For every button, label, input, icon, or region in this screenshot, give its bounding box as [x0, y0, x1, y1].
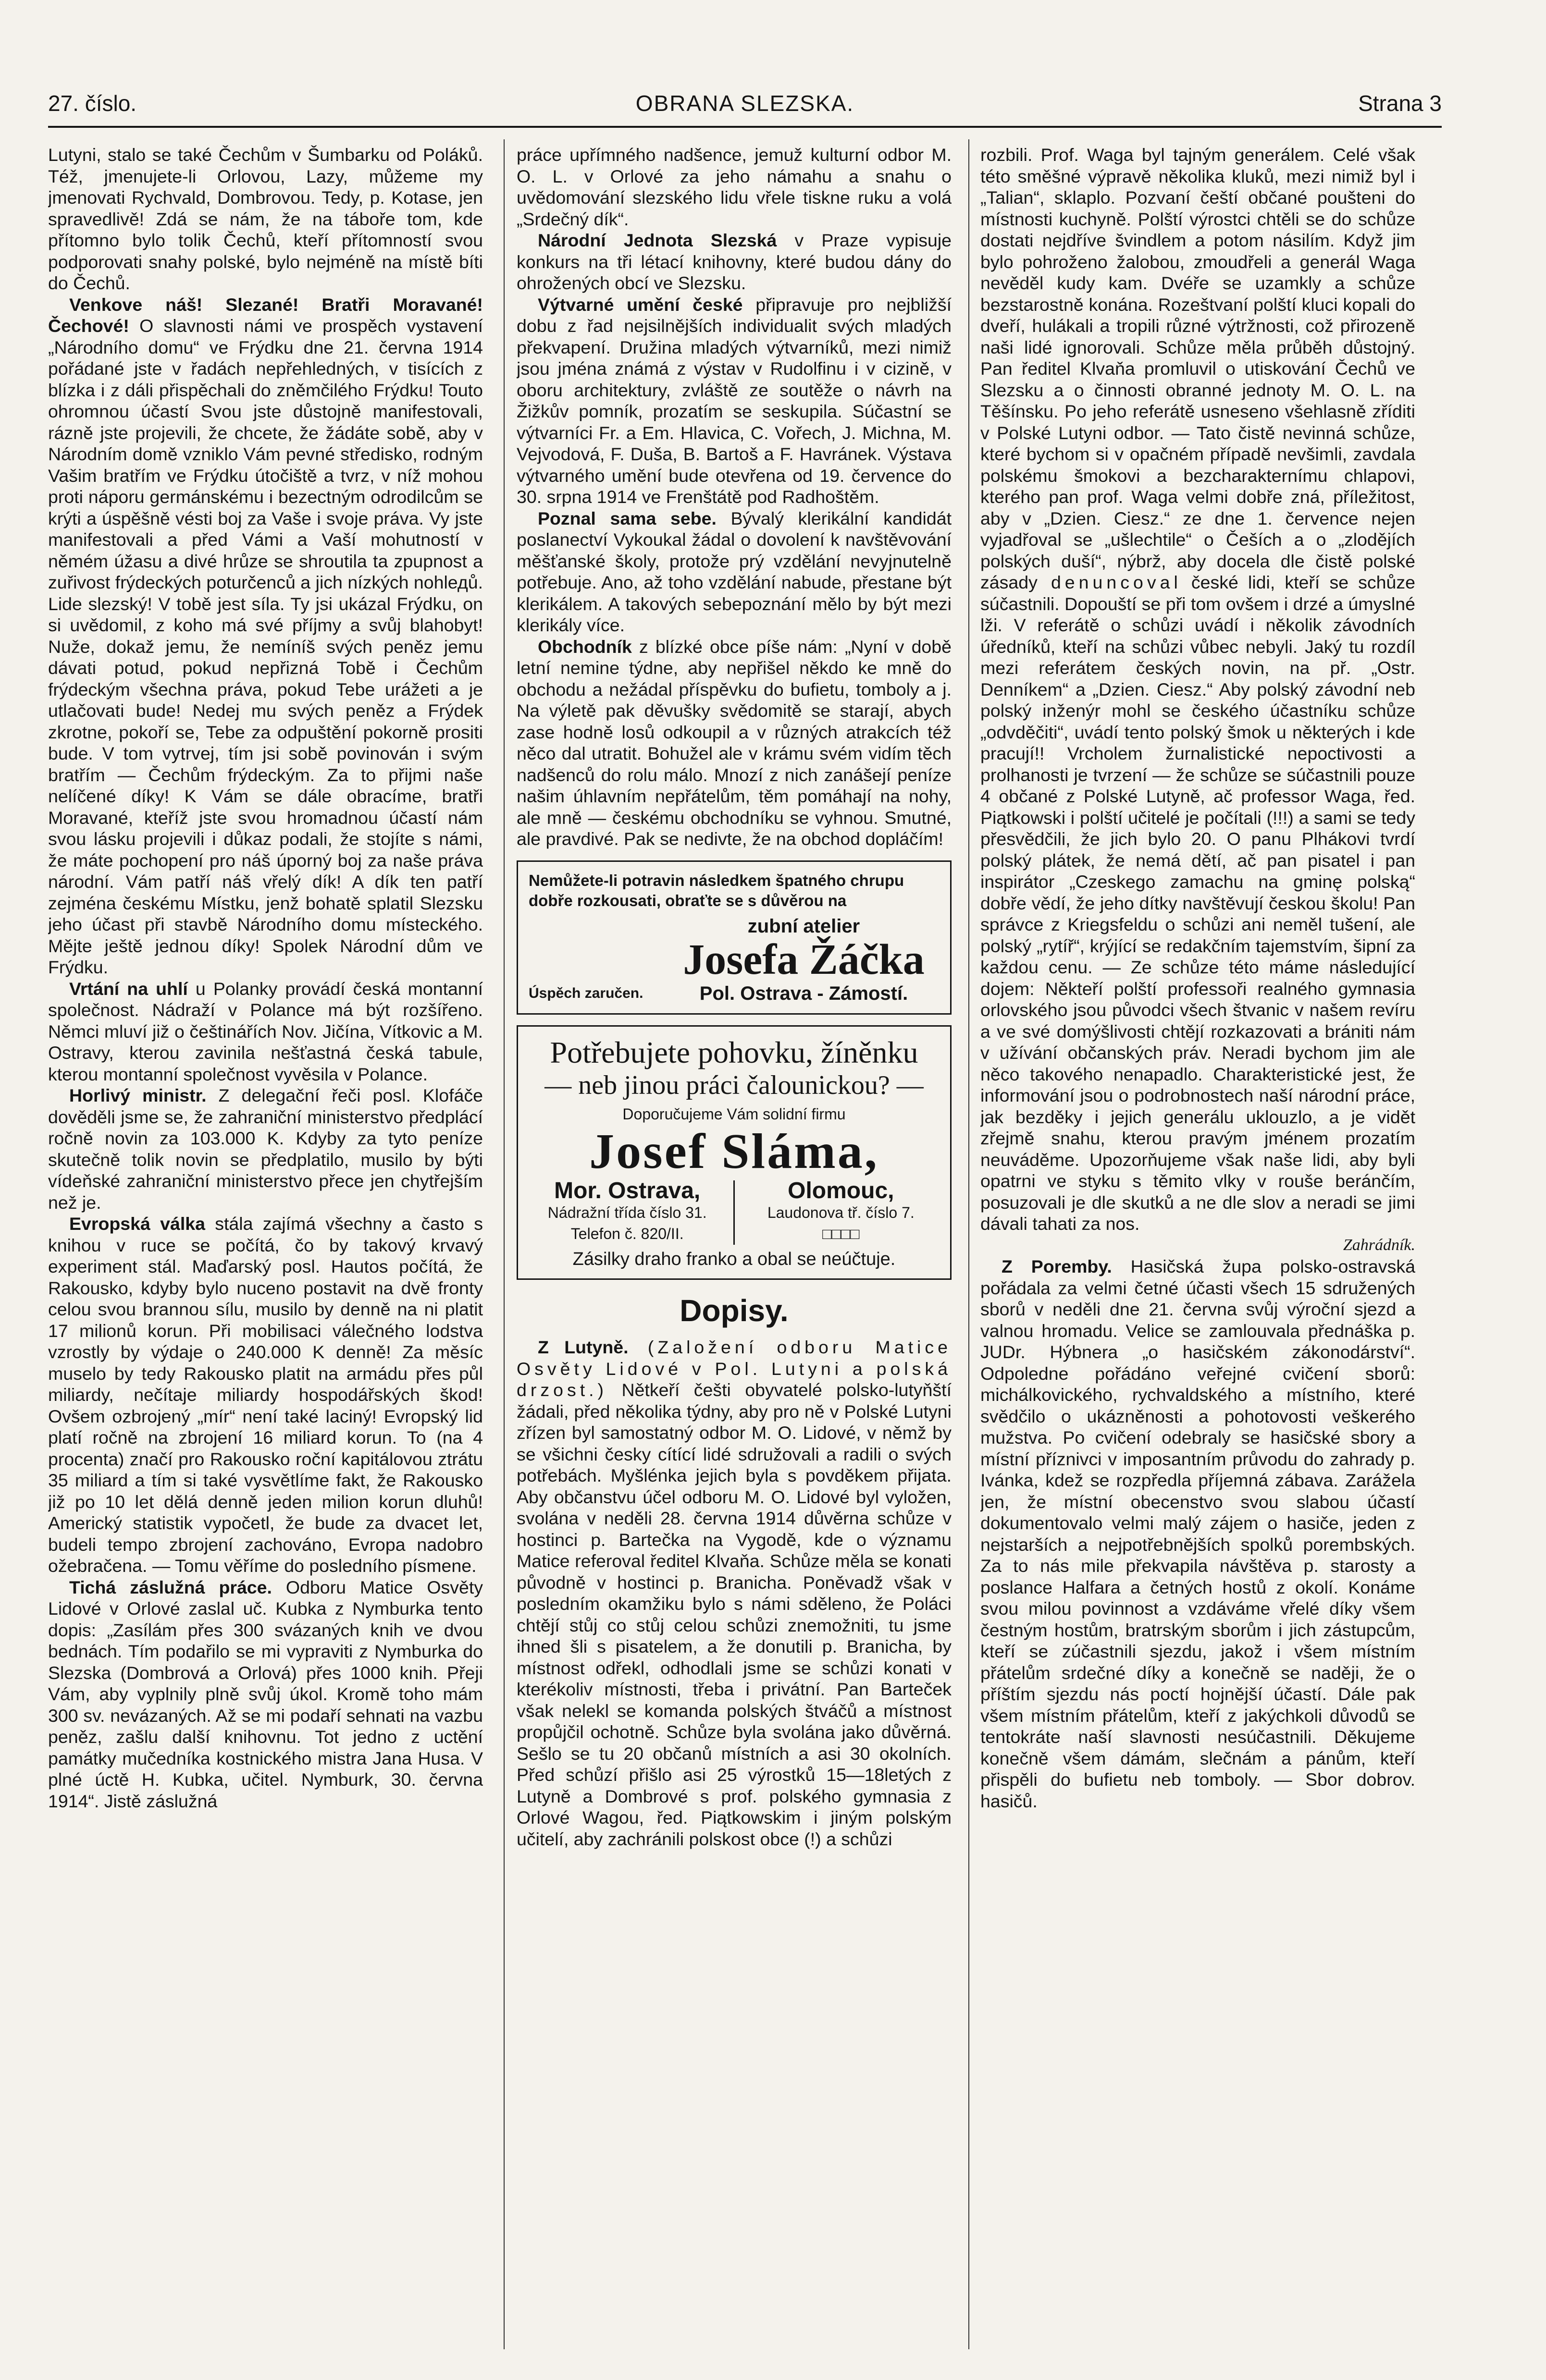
- issue-number: 27. číslo.: [48, 91, 137, 116]
- page-header: [48, 90, 1442, 124]
- ad-business-kind: zubní atelier: [747, 915, 860, 937]
- article-headline: Tichá záslužná práce.: [69, 1577, 272, 1597]
- header-rule: [48, 126, 1442, 128]
- article-paragraph: Obchodník z blízké obce píše nám: „Nyní v době letní nemine týdne, aby nepřišel někdo ke mně do obchodu a nežádal příspěvku do bufietu, tomboly a j. Na výletě pak děvušky svědomitě se starají, abych zase hodně losů odkoupil a v různých atrakcích též něco dal utratit. Bohužel ale v krámu svém vidím těch nadšenců do rolu málo. Mnozí z nich zanášejí peníze našim úhlavním nepřátelům, těm pomáhají na nohy, ale mně — českému obchodníku se vyhnou. Smutné, ale pravdivé. Pak se nedivte, že na obchod dopláčím!: [517, 636, 952, 849]
- article-paragraph: Horlivý ministr. Z delegační řeči posl. Klofáče dověděli jsme se, že zahraniční ministerstvo předplácí ročně novin za 103.000 K. Kdyby za tyto peníze skutečně tolik novin se předplatilo, musilo by býti vídeňské zahraniční ministerstvo přece jen chytřejším než je.: [48, 1085, 483, 1213]
- article-paragraph: Lutyni, stalo se také Čechům v Šumbarku od Poláků. Též, jmenujete-li Orlovou, Lazy, můžeme my jmenovati Rychvald, Dombrovou. Tedy, p. Kotase, jen spravedlivě! Zdá se nám, že na táboře tom, kde přítomno bylo tolik Čechů, kteří přítomností svou podporovati snahy polské, bylo nejméně na místě bíti do Čechů.: [48, 145, 483, 293]
- article-paragraph: Vrtání na uhlí u Polanky provádí česká montanní společnost. Nádraží v Polance má být rozšířeno. Němci mluví již o češtinářích Nov. Jičína, Vítkovic a M. Ostravy, kterou zavinila nešťastná česká tabule, kterou montanní společnost vyvěsila v Polance.: [48, 978, 483, 1084]
- article-headline: Výtvarné umění české: [538, 294, 743, 315]
- article-paragraph: Z Lutyně. (Založení odboru Matice Osvěty Lidové v Pol. Lutyni a polská drzost.) Nětkeří češti obyvatelé polsko-lutyňští žádali, před několika týdny, aby pro ně v Polské Lutyni zřízen byl samostatný odbor M. O. Lidové, v němž by se všichni česky cítící lidé sdružovali a radili o svých potřebách. Myšlénka jejich byla s povděkem přijata. Aby občanstvu účel odboru M. O. Lidové byl vyložen, svolána v neděli 28. června 1914 důvěrna schůze v hostinci p. Bartečka na Vygodě, kde o významu Matice referoval ředitel Klvaňa. Schůze měla se konati původně v hostinci p. Branicha. Poněvadž však v posledním okamžiku bylo s námi sděleno, že Poláci chtějí stůj co stůj celou schůzi znemožniti, tu jsme ihned šli s pisatelem, a že donutili p. Branicha, by místnost odřekl, odhodlali jsme se schůzi konati v kterékoliv místnosti, třeba i privátní. Pan Barteček však nelekl se komanda polských štváčů a místnost propůjčil ochotně. Schůze byla svolána jako důvěrná. Sešlo se tu 20 občanů místních a asi 30 okolních. Před schůzí přišlo asi 25 výrostků 15—18letých z Lutyně a Dombrové s prof. polského gymnasia z Orlové Wagou, řed. Piątkowskim i jiným polským učitelí, aby zachránili polskost obce (!) a schůzi: [517, 1337, 952, 1849]
- section-title: Dopisy.: [680, 1293, 789, 1328]
- ad-recommend: Doporučujeme Vám solidní firmu: [622, 1105, 846, 1123]
- ad-location-olomouc: Olomouc, Laudonova tř. číslo 7. □□□□: [767, 1178, 915, 1242]
- advertisement-upholstery: [517, 1025, 952, 1280]
- column-divider: [504, 139, 505, 2349]
- article-paragraph: Výtvarné umění české připravuje pro nejbližší dobu z řad nejsilnějších individualit svých mladých překvapení. Družina mladých výtvarníků, mezi nimiž jsou jména známá z výstav v Rudolfinu i v cizině, v oboru architektury, zvláště ze soutěže o návrh na Žižkův pomník, prozatím se seskupila. Súčastní se výtvarníci Fr. a Em. Hlavica, C. Vořech, J. Michna, M. Vejvodová, F. Duša, B. Bartoš a F. Havránek. Výstava výtvarného umění bude otevřena od 19. července do 30. srpna 1914 ve Frenštátě pod Radhoštěm.: [517, 294, 952, 507]
- article-signature: Zahrádník.: [1343, 1236, 1415, 1254]
- article-headline: Z Poremby.: [1002, 1256, 1112, 1276]
- ad-headline: Potřebujete pohovku, žíněnku: [550, 1035, 918, 1069]
- column-1: [48, 144, 483, 2354]
- article-paragraph: rozbili. Prof. Waga byl tajným generálem. Celé však této směšné výpravě několika kluků, mezi nimiž byl i „Talian“, sklaplo. Pozvaní čeští občané poušteni do místnosti kuchyně. Polští výrostci chtěli se do schůze dostati nejdříve švindlem a potom násilím. Když jim bylo pohroženo žalobou, zmoudřeli a generál Waga nevěděl kudy kam. Dvéře se uzamkly a schůze bezstarostně konána. Rozeštvaní polští kluci kopali do dveří, hulákali a tropili různé výtržnosti, což přirozeně naši lidé ignorovali. Schůze měla průběh důstojný. Pan ředitel Klvaňa promluvil o utiskování Čechů ve Slezsku a o činnosti obranné jednoty M. O. L. na Těšínsku. Po jeho referátě usneseno všehlasně zříditi v Polské Lutyni odbor. — Tato čistě nevinná schůze, které bychom si v opačném případě nevšimli, zavdala polskému šmokovi a bezcharakternímu chlapovi, kterého pan prof. Waga velmi dobře zná, příležitost, aby v „Dzien. Ciesz.“ ze dne 1. července nejen vyjadřoval se „ušlechtile“ o Češích a o „zlodějích polských duší“, nýbrž, aby docela dle čistě polské zásady denuncoval české lidi, kteří se schůze súčastnili. Dopouští se při tom ovšem i drzé a úmyslné lži. V referátě o schůzi uvádí i několik závodních úředníků, kteří na schůzi vůbec nebyli. Jaký tu rozdíl mezi referátem českých novin, na př. „Ostr. Denníkem“ a „Dzien. Ciesz.“ Aby polský závodní neb polský inženýr mohl se českého účastníku schůze „odvděčiti“, uvádí tento polský šmok u některých i kde pracují!! Vrcholem žurnalistické nepoctivosti a prolhanosti je tvrzení — že schůze se súčastnili pouze 4 občané z Polské Lutyně, ač professor Waga, řed. Piątkowski i polští učitelé je počítali (!!!) a sami se tedy přesvědčili, že jich bylo 20. O panu Plhákovi tvrdí polský plátek, že nemá dětí, ač pan pisatel i pan inspirátor „Czeskego zamachu na gminę polską“ dobře vědí, že jeho dítky navštěvují českou školu! Pan správce z Kriegsfeldu o schůzi ani neměl tušení, ale polský „rytíř“, krýjící se redakčním tajemstvím, šipní za každou cenu. — Ze schůze této máme následující dojem: Někteří polští professoři realného gymnasia orlovského jsou původci všech štvanic v našem revíru a ve své domýšlivosti chtějí rozkazovati a brániti nám v užívání občanských práv. Neradi bychom jim ale něco takového nenapadlo. Charakteristické jest, že informování jsou o podrobnostech naší národní práce, jak bezděky i jejich generálu uklouzlo, a je vidět zřejmě snahu, kterou pravým jménem prozatím neuváděme. Upozorňujeme však naše lidi, aby byli opatrni ve styku s těmito vlky v rouše beránčím, posuzovali je dle skutků a ne dle slov a neradi se jimi dávali tahati za nos.: [980, 145, 1415, 1234]
- article-paragraph: Tichá záslužná práce. Odboru Matice Osvěty Lidové v Orlové zaslal uč. Kubka z Nymburka tento dopis: „Zasílám přes 300 svázaných knih ve dvou bednách. Tím podařilo se mi vypraviti z Nymburka do Slezska (Dombrová a Orlová) přes 1000 knih. Přeji Vám, aby vyplnily plně svůj úkol. Kromě toho mám 300 sv. nevázaných. Až se mi podaří sehnati na vazbu peněz, zašlu další knihovnu. Tot jedno z uctění památky mučedníka kostnického mistra Jana Husa. V plné úctě H. Kubka, učitel. Nymburk, 30. června 1914“. Jistě záslužná: [48, 1577, 483, 1811]
- article-paragraph: práce upřímného nadšence, jemuž kulturní odbor M. O. L. v Orlové za jeho námahu a snahu o uvědomování slezského lidu vřele tiskne ruku a volá „Srdečný dík“.: [517, 145, 952, 229]
- ad-locations: [529, 1180, 940, 1245]
- column-3: [980, 144, 1415, 2354]
- ad-location-ostrava: Mor. Ostrava, Nádražní třída číslo 31. Telefon č. 820/II.: [547, 1178, 707, 1242]
- article-headline: Národní Jednota Slezská: [538, 230, 777, 250]
- ad-guarantee: Úspěch zaručen.: [529, 985, 643, 1001]
- page-number: Strana 3: [1358, 91, 1442, 116]
- column-2: [517, 144, 952, 2354]
- ad-business-name: Josef Sláma,: [589, 1124, 879, 1179]
- article-paragraph: Evropská válka stála zajímá všechny a často s knihou v ruce se počítá, čo by takový krvavý experiment stál. Maďarský posl. Hautos počítá, že Rakousko, kdyby bylo nuceno postavit na dvě fronty celou svou brannou sílu, musilo by denně na ni platit 17 milionů korun. Při mobilisaci válečného lodstva vzrostly by výdaje o 240.000 K denně! Za měsíc muselo by tedy Rakousko platit na armádu přes půl miliardy, nečítaje miliardy hospodářských škod! Ovšem ozbrojený „mír“ není také laciný! Evropský lid platí ročně na zbrojení 16 miliard korun. To (na 4 procenta) značí pro Rakousko roční kapitálovou ztrátu 35 miliard a tím si také vysvětlíme fakt, že Rakousko již po 10 let dělá denně jeden milion korun dluhů! Americký statistik vypočetl, že bude za dvacet let, budeli tempo zbrojení zachováno, Evropa nadobro ožebračena. — Tomu věříme do posledního písmene.: [48, 1214, 483, 1576]
- article-paragraph: Z Poremby. Hasičská župa polsko-ostravská pořádala za velmi četné účasti všech 15 sdružených sborů v neděli dne 21. června svůj výroční sjezd a valnou hromadu. Velice se zamlouvala přednáška p. JUDr. Hýbnera „o hasičském zákonodárství“. Odpoledne pořádáno veřejné cvičení sborů: michálkovického, rychvaldského a místního, které svědčilo o ukázněnosti a pohotovosti veškerého mužstva. Po cvičení odebraly se hasičské sbory a místní příznivci v imposantním průvodu do zahrady p. Ivánka, kdež se rozpředla příjemná zábava. Zarážela jen, že místní obecenstvo svou slabou účastí dokumentovalo velmi malý zájem o hasiče, jeden z nejstarších a nejpotřebnějších spolků porembských. Za to nás mile překvapila návštěva p. starosty a poslance Halfara a četných hostů z okolí. Konáme svou milou povinnost a vzdáváme vřelé díky všem čestným hostům, bratrským sborům i jich zástupcům, kteří se zúčastnili sjezdu, jakož i všem místním přátelům srdečné díky a konečně se naději, že o příštím sjezdu nás poctí hojnější účastí. Dále pak všem místním přátelům, kteří z jakýchkoli důvodů se tentokráte naší slavnosti nesúčastnili. Děkujeme konečně všem dámám, slečnám a pánům, kteří přispěli do bufietu neb tomboly. — Sbor dobrov. hasičů.: [980, 1256, 1415, 1811]
- article-headline: Poznal sama sebe.: [538, 508, 717, 528]
- ad-footer: Zásilky draho franko a obal se neúčtuje.: [572, 1249, 896, 1269]
- article-paragraph: Venkove náš! Slezané! Bratři Moravané! Čechové! O slavnosti námi ve prospěch vystavení „Národního domu“ ve Frýdku dne 21. června 1914 pořádané jste v řadách nepřehledných, v tisících z blízka i z dáli přispěchali do zněmčilého Frýdku! Touto ohromnou účastí Svou jste důstojně manifestovali, rázně jste projevili, že chcete, že žádáte sobě, aby v Národním domě vzniklo Vám pevné středisko, rodným Vašim bratřím ve Frýdku útočiště a tvrz, v níž mohou proti náporu germánskému i bezectným odrodilcům se krýti a úspěšně vésti boj za Vaše i svoje práva. Vy jste manifestovali a před Vámi a Vaší mohutností v němém úžasu a divé hrůze se shroutila ta zpupnost a zuřivost frýdeckých poturčenců a jich nízkých nohlедů. Lide slezský! V tobě jest síla. Ty jsi ukázal Frýdku, on si uvědomil, z koho má své příjmy a svůj blahobyt! Nuže, dokaž jemu, že nemíníš svých peněz jemu dávati potud, pokud nepřizná Tobě i Čechům frýdeckým všechna práva, pokud Tebe urážeti a je utlačovati bude! Nedej mu svých peněz a Frýdek zkrotne, pokoří se, Tebe za odpuštění pokorně prositi bude. V tom vytrvej, tím jsi sobě povinován i svým bratřím — Čechům frýdeckým. Za to přijmi naše nelíčené díky! K Vám se dále obracíme, bratři Moravané, kteříž jste svou hromadnou účastí nám svou lásku projevili i důkaz podali, že stojíte s námi, že máte pochopení pro náš úporný boj za naše práva národní. Vám patří náš vřelý dík! A dík ten patří zejména českému Místku, jenž bohatě splatil Slezsku jeho účast při stavbě Národního domu místeckého. Mějte ještě jednou díky! Spolek Národní dům ve Frýdku.: [48, 294, 483, 977]
- column-divider: [968, 139, 969, 2349]
- article-headline: Z Lutyně.: [538, 1337, 629, 1357]
- article-paragraph: Národní Jednota Slezská v Praze vypisuje konkurs na tři létací knihovny, které budou dány do ohrožených obcí ve Slezsku.: [517, 230, 952, 293]
- advertisement-dentist: [517, 860, 952, 1015]
- newspaper-title: OBRANA SLEZSKA.: [635, 91, 854, 116]
- ad-intro-text: Nemůžete-li potravin následkem špatného chrupu dobře rozkousati, obraťte se s důvěrou na: [529, 871, 904, 909]
- article-headline: Obchodník: [538, 636, 632, 657]
- article-paragraph: Poznal sama sebe. Bývalý klerikální kandidát poslanectví Vykoukal žádal o dovolení k navštěvování měšťanské školy, protože prý vzdělání nevyjnutelně potřebuje. Ano, až toho vzdělání nabude, přestane být klerikálem. A takových sebepoznání mělo by být mezi klerikály více.: [517, 508, 952, 635]
- article-headline: Horlivý ministr.: [69, 1085, 207, 1105]
- article-headline: Vrtání na uhlí: [69, 978, 188, 999]
- ad-subheadline: — neb jinou práci čalounickou? —: [544, 1070, 924, 1100]
- ad-business-place: Pol. Ostrava - Zámostí.: [699, 983, 908, 1004]
- ad-divider: [733, 1180, 735, 1245]
- article-headline: Evropská válka: [69, 1214, 205, 1234]
- ad-business-name: Josefa Žáčka: [683, 936, 925, 983]
- article-headline: Venkove náš! Slezané! Bratři Moravané! Čechové!: [48, 294, 483, 336]
